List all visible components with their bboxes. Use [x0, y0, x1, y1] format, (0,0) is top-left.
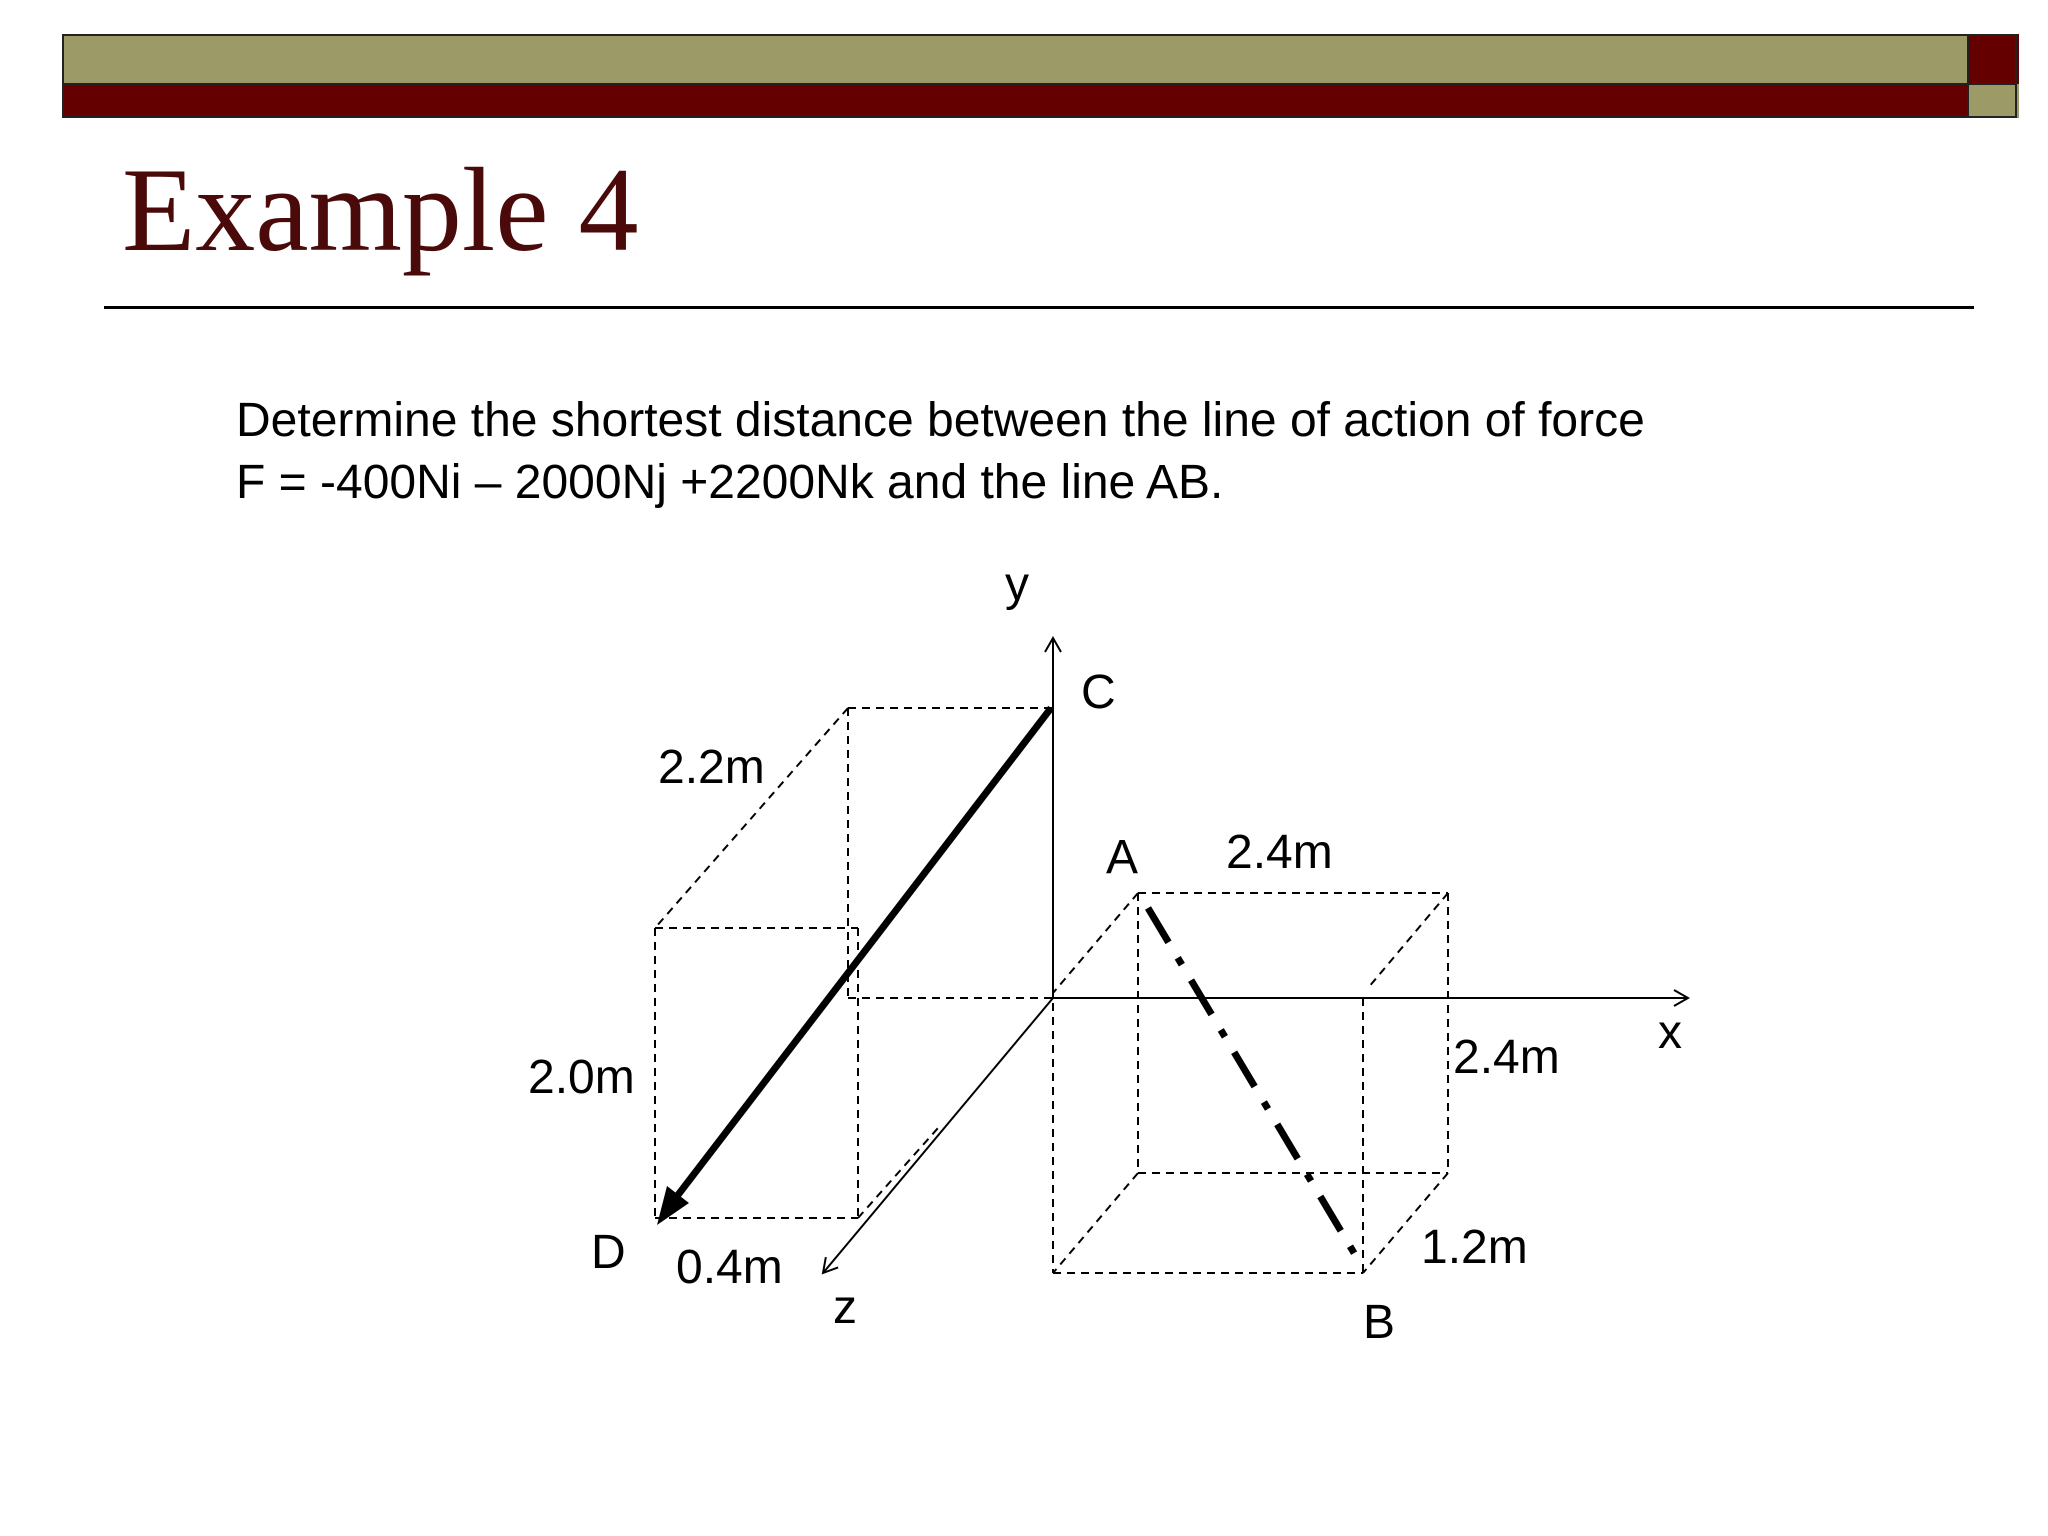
y-axis-label: y	[1005, 558, 1029, 611]
z-axis	[823, 998, 1053, 1273]
dimension-1-2m: 1.2m	[1421, 1221, 1528, 1274]
point-c-label: C	[1081, 666, 1116, 719]
z-axis-label: z	[833, 1281, 857, 1334]
x-axis-label: x	[1658, 1006, 1682, 1059]
point-b-label: B	[1363, 1296, 1396, 1349]
dimension-2-4m-top: 2.4m	[1226, 826, 1333, 879]
point-d-label: D	[591, 1226, 626, 1279]
dimension-2-0m: 2.0m	[528, 1051, 635, 1104]
dimension-0-4m: 0.4m	[676, 1241, 783, 1294]
dimension-2-4m-side: 2.4m	[1453, 1031, 1560, 1084]
point-a-label: A	[1106, 831, 1139, 884]
problem-line-1: Determine the shortest distance between the line of action of force	[236, 394, 1645, 447]
problem-line-2: F = -400Ni – 2000Nj +2200Nk and the line AB.	[236, 456, 1224, 509]
slide-title: Example 4	[122, 143, 639, 276]
dimension-2-2m: 2.2m	[658, 741, 765, 794]
line-ab	[1148, 908, 1363, 1268]
